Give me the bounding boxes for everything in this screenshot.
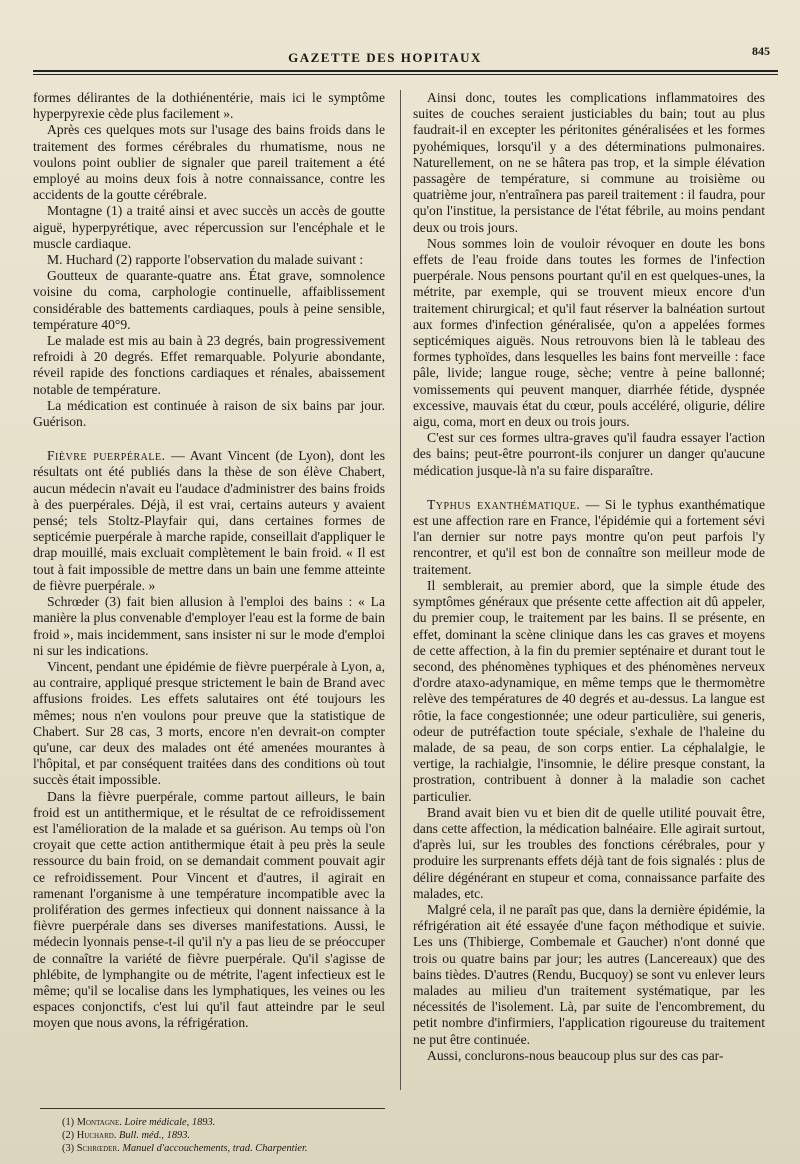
section-heading: Typhus exanthématique. [427, 496, 581, 512]
paragraph: Malgré cela, il ne paraît pas que, dans la dernière épidémie, la réfrigération ait été essayée d'une façon méthodique et suivie. Les uns (Thibierge, Combemale et Gaucher) n'ont donné que trois ou quatre bains par jour; les autres (Lancereaux) que des bains tièdes. D'autres (Rendu, Bucquoy) se sont vu enlever leurs malades au milieu d'un traitement systématique, par les nécessités de l'isolement. Là, par suite de l'encombrement, du petit nombre d'infirmiers, l'application rigoureuse du traitement ne put être continuée. [413, 901, 765, 1047]
paragraph: Brand avait bien vu et bien dit de quelle utilité pouvait être, dans cette affection, la médication balnéaire. Elle agirait surtout, d'après lui, sur les troubles des fonctions cérébrales, pour y produire les surprenants effets déjà tant de fois signalés : plus de délire dégénérant en stupeur et coma, connaissance parfaite des malades, etc. [413, 804, 765, 901]
paragraph: Aussi, conclurons-nous beaucoup plus sur des cas par- [427, 1047, 724, 1063]
footnote: (1) Montagne. Loire médicale, 1893. [62, 1117, 216, 1128]
section-puerperal [33, 448, 385, 594]
paragraph: Montagne (1) a traité ainsi et avec succès un accès de goutte aiguë, hyperpyrétique, avec répercussion sur l'encéphale et le muscle cardiaque. [33, 203, 385, 251]
header-rule-thin [33, 74, 778, 75]
paragraph: La médication est continuée à raison de six bains par jour. Guérison. [33, 397, 385, 430]
section-heading: Fièvre puerpérale. [47, 448, 166, 464]
right-column [413, 90, 765, 1064]
left-column [33, 90, 385, 1032]
page-number: 845 [752, 44, 770, 58]
paragraph: Goutteux de quarante-quatre ans. État grave, somnolence voisine du coma, carphologie continuelle, affaiblissement considérable des battements cardiaques, pouls à peine sensible, température 40°9. [33, 268, 385, 332]
footnote: (2) Huchard. Bull. méd., 1893. [62, 1130, 190, 1141]
footnote: (3) Schrœder. Manuel d'accouchements, trad. Charpentier. [62, 1143, 308, 1154]
section-text: — Avant Vincent (de Lyon), dont les résultats ont été publiés dans la thèse de son élève Chabert, aucun médecin n'avait eu l'audace d'administrer des bains froids à des puerpérales. Déjà, il est vrai, certains auteurs y avaient pensé; tels Stoltz-Playfair qui, dans certaines formes de septicémie puerpérale à marche rapide, conseillait d'appliquer le drap mouillé, mais excluait complètement le bain froid. « Il est tout à fait impossible de mettre dans un bain une femme atteinte de fièvre puerpérale. » [33, 448, 386, 593]
paragraph: Vincent, pendant une épidémie de fièvre puerpérale à Lyon, a, au contraire, appliqué presque strictement le bain de Brand avec affusions froides. Les effets salutaires ont été toujours les mêmes; nous n'en voulons pour preuve que la statistique de Chabert. Sur 28 cas, 3 morts, encore n'en devrait-on compter qu'une, car deux des malades ont été amenées mourantes à l'hôpital, et par conséquent traitées dans des conditions où tout succès était impossible. [33, 658, 385, 788]
paragraph: formes délirantes de la dothiénentérie, mais ici le symptôme hyperpyrexie cède plus facilement ». [33, 90, 385, 122]
running-title: GAZETTE DES HOPITAUX [288, 50, 482, 65]
column-divider [400, 90, 401, 1090]
paragraph: Il semblerait, au premier abord, que la simple étude des symptômes généraux que présente cette affection ait dû appeler, du premier coup, le traitement par les bains. Il se présente, en effet, dominant la scène clinique dans les cas graves et moyens de cette affection, à la fin du premier septénaire et durant tout le second, des phénomènes typhiques et des phénomènes nerveux d'ordre ataxo-adynamique, en même temps que le thermomètre relève des températures de 40 degrés et au-dessus. La langue est rôtie, la face congestionnée; une odeur particulière, sui generis, odeur de putréfaction toute spéciale, s'exhale de l'haleine du malade, de sa peau, de son corps entier. La céphalalgie, le vertige, la rachialgie, l'insomnie, le délire presque constant, la prostration, contribuent à donner à la maladie son cachet particulier. [413, 577, 765, 804]
paragraph: C'est sur ces formes ultra-graves qu'il faudra essayer l'action des bains; peut-être pourront-ils conjurer un danger qu'aucune médication jusque-là n'a su faire disparaître. [413, 430, 765, 478]
footnotes-rule [40, 1108, 385, 1109]
paragraph: M. Huchard (2) rapporte l'observation du malade suivant : [47, 252, 364, 268]
footnotes [62, 1116, 392, 1155]
section-text: — Si le typhus exanthématique est une affection rare en France, l'épidémie qui a fortement sévi l'an dernier sur notre pays montre qu'on peut parfois l'y rencontrer, et qu'il est bon de connaître son meilleur mode de traitement. [413, 496, 765, 577]
paragraph: Schrœder (3) fait bien allusion à l'emploi des bains : « La manière la plus convenable d'employer l'eau est la forme de bain froid », mais incidemment, sans insister ni sur le mode d'emploi ni sur les indications. [33, 594, 385, 658]
paragraph: Nous sommes loin de vouloir révoquer en doute les bons effets de l'eau froide dans toutes les formes de l'infection puerpérale. Nous pensons pourtant qu'il en est quelques-unes, la métrite, par exemple, qui se trouvent mieux encore d'un traitement chirurgical; et qu'il faut réserver la balnéation surtout aux formes d'infection généralisée, qu'on a appelées formes septicémiques aiguës. Nous retrouvons bien là le tableau des formes typhoïdes, dans lesquelles les bains font merveille : face pâle, livide; langue rouge, sèche; ventre à peine ballonné; vomissements qui peuvent manquer, diarrhée fétide, dyspnée excessive, mauvais état du cœur, pouls accéléré, oligurie, délire aigu, coma, mort en deux ou trois jours. [413, 235, 765, 430]
header-rule [33, 70, 778, 72]
paragraph: Dans la fièvre puerpérale, comme partout ailleurs, le bain froid est un antithermique, et le résultat de ce refroidissement est l'amélioration de la malade et sa guérison. Au temps où l'on croyait que cette action antithermique était à peu près la seule ressource du bain froid, on se demandait comment pouvait agir ce refroidissement. Pour Vincent et d'autres, il agirait en ramenant l'organisme à une température incompatible avec la prolifération des germes infectieux qui donnent naissance à la fièvre puerpérale dans ses diverses manifestations. Aussi, le médecin lyonnais pense-t-il qu'il n'y a pas lieu de se préoccuper de connaître la variété de fièvre puerpérale. Qu'il s'agisse de phlébite, de lymphangite ou de métrite, l'agent infectieux est le même; qu'il se localise dans les lymphatiques, les veines ou les espaces conjonctifs, c'est lui qu'il faut atteindre par le seul moyen que nous avons, la réfrigération. [33, 788, 385, 1031]
paragraph: Le malade est mis au bain à 23 degrés, bain progressivement refroidi à 20 degrés. Effet remarquable. Polyurie abondante, réveil rapide des fonctions cardiaques et rénales, abaissement notable de température. [33, 333, 385, 397]
section-typhus [413, 497, 765, 578]
paragraph: Après ces quelques mots sur l'usage des bains froids dans le traitement des formes cérébrales du rhumatisme, nous ne voulons point oublier de signaler que pareil traitement a été employé au moins deux fois à notre connaissance, contre les accidents de la goutte cérébrale. [33, 122, 385, 203]
paragraph: Ainsi donc, toutes les complications inflammatoires des suites de couches seraient justiciables du bain; tout au plus faudrait-il en excepter les péritonites généralisées et les formes pyohémiques, lorsqu'il y a des déterminations pulmonaires. Naturellement, on ne se hâtera pas trop, et la simple élévation passagère de température, si commune au troisième ou quatrième jour, n'entraînera pas pareil traitement : il faudra, pour qu'on l'institue, la persistance de l'état fébrile, au moins pendant deux ou trois jours. [413, 90, 765, 235]
